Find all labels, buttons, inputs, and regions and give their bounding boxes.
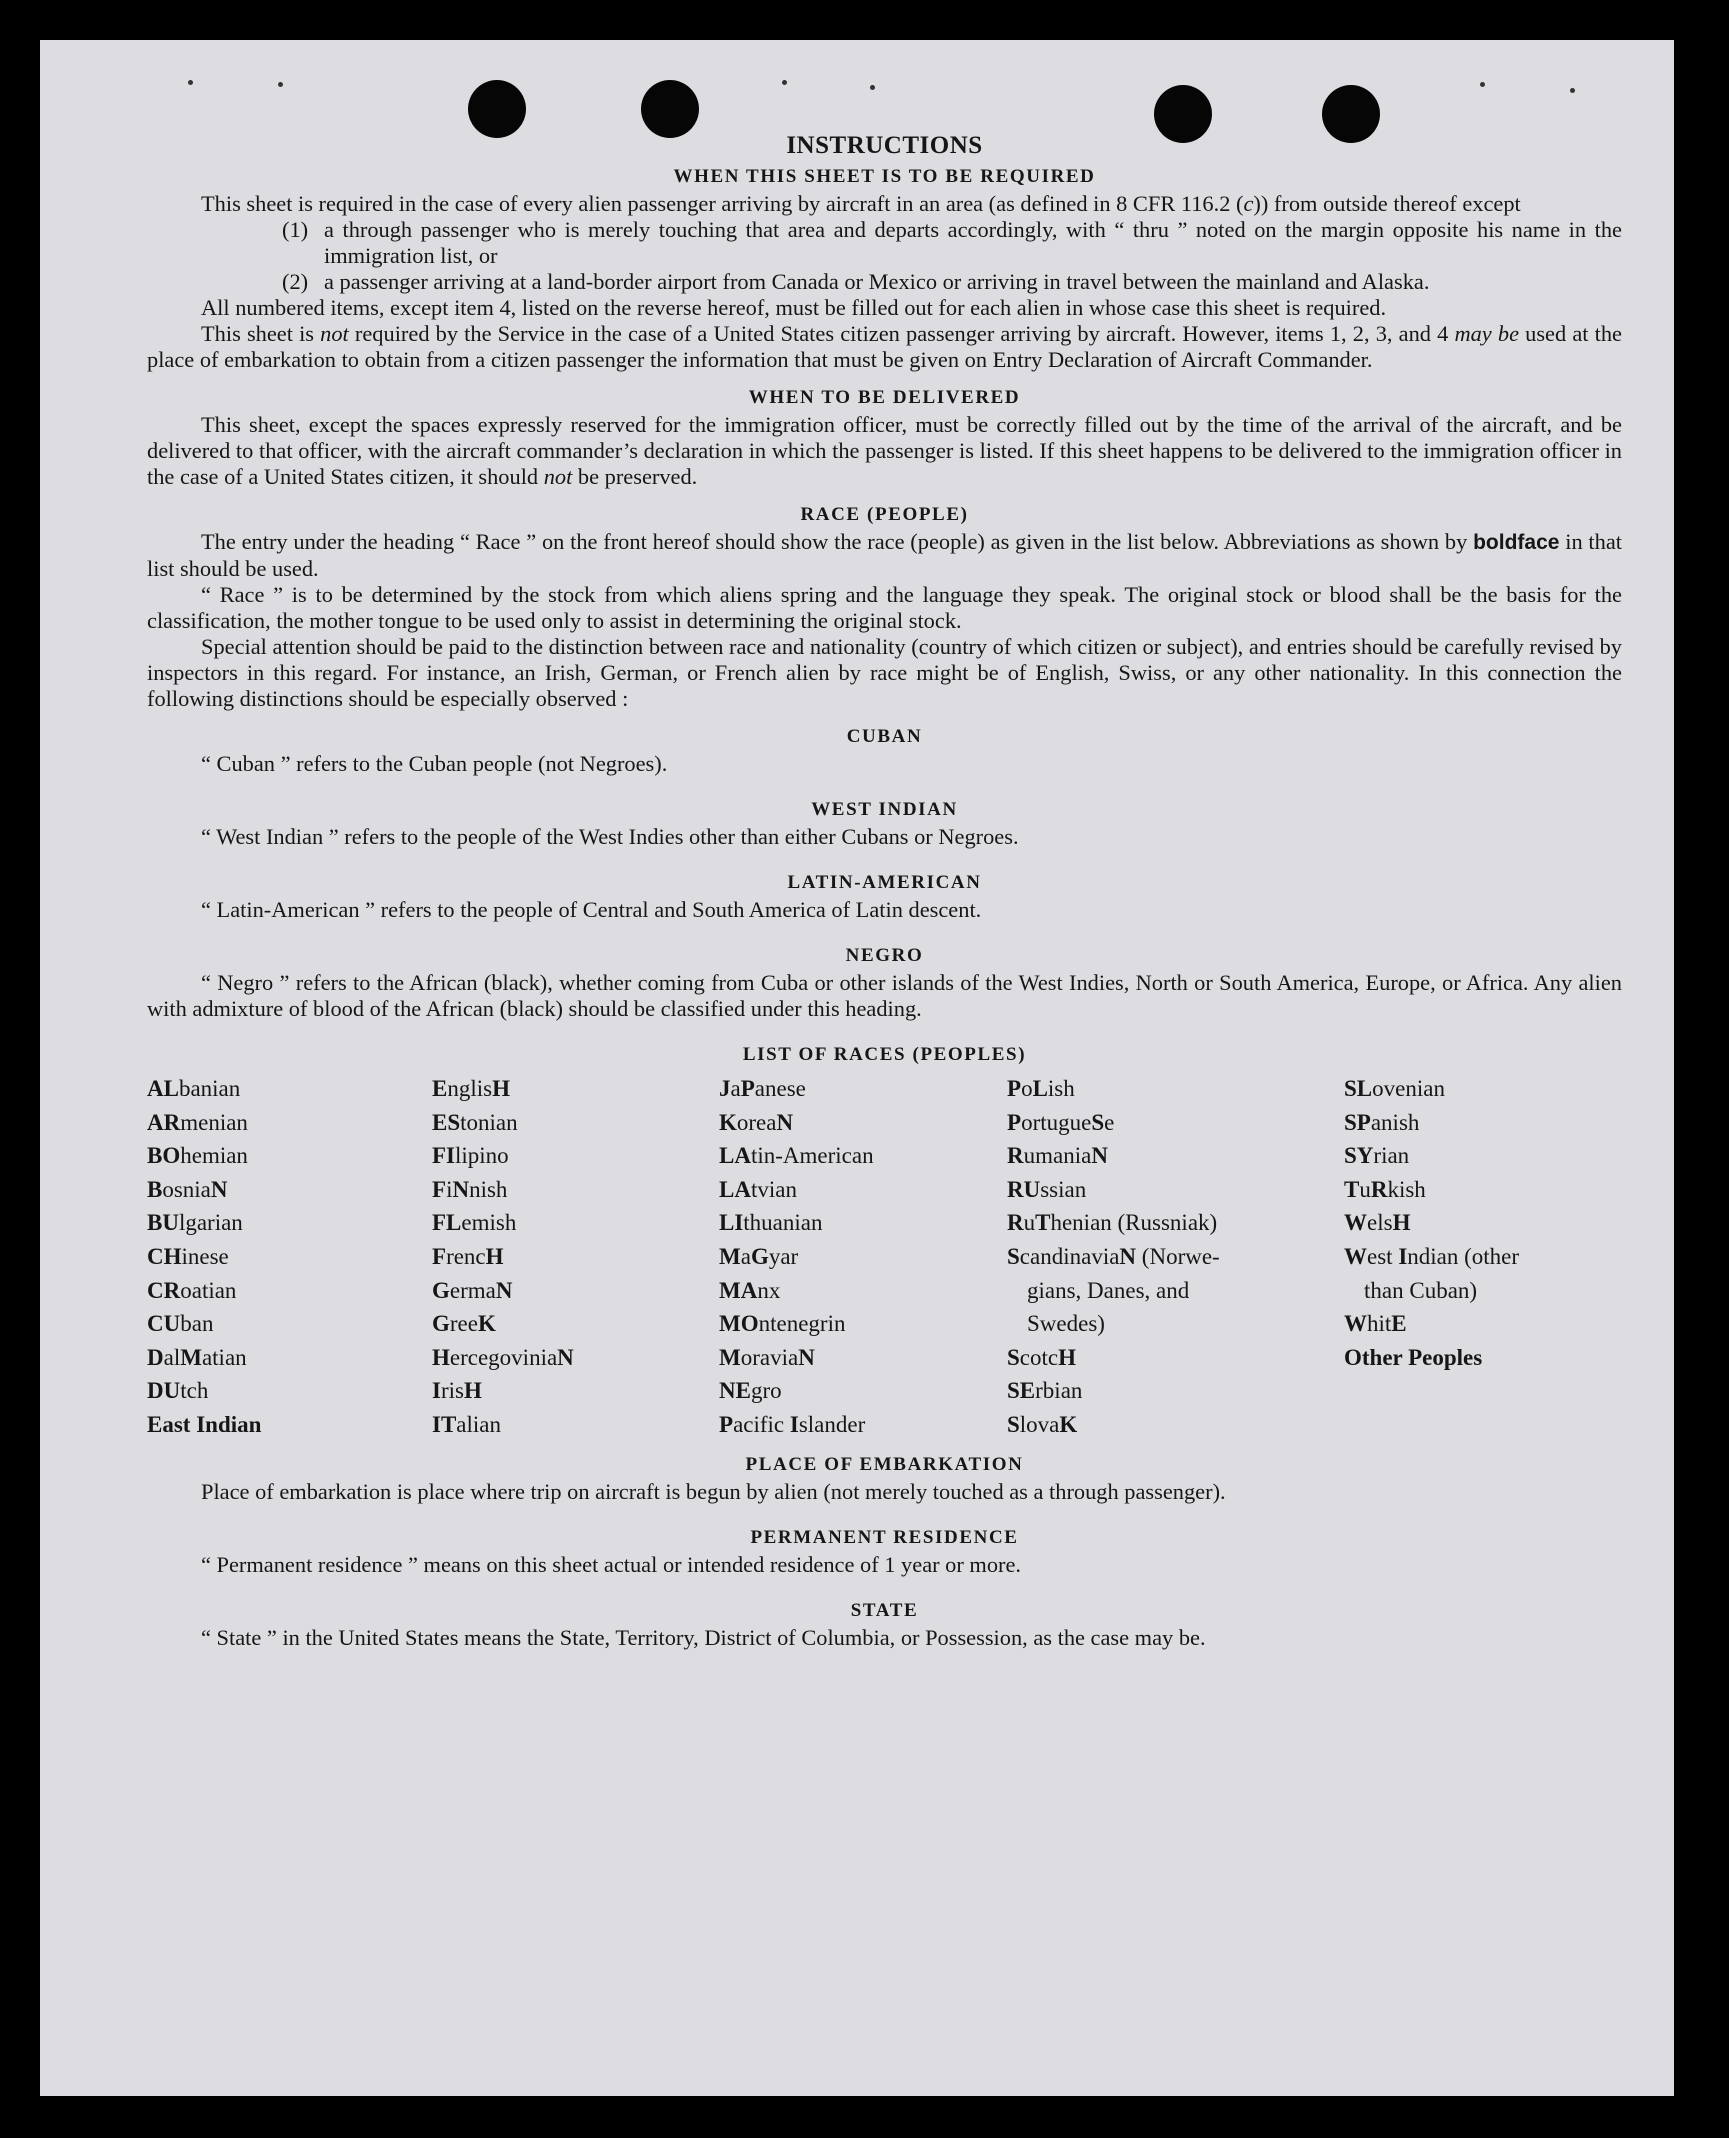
paragraph: The entry under the heading “ Race ” on the front hereof should show the race (people) as given in the list below. Abbreviations as shown by boldface in that list should be used. [147,529,1623,581]
race-column [1344,1072,1622,1442]
race-entry: KoreaN [719,1109,794,1135]
punch-hole [641,80,699,138]
race-entry: Other Peoples [1344,1344,1483,1370]
paragraph: This sheet, except the spaces expressly reserved for the immigration officer, must be correctly filled out by the time of the arrival of the aircraft, and be delivered to that officer, with the aircraft commander’s declaration in which the passenger is listed. If this sheet happens to be delivered to the immigration officer in the case of a United States citizen, it should not be preserved. [147,412,1622,489]
race-entry: than Cuban) [1364,1277,1478,1303]
paragraph: “ Cuban ” refers to the Cuban people (not Negroes). [201,751,668,776]
race-entry: BUlgarian [147,1210,243,1236]
race-entry: DalMatian [147,1344,247,1370]
race-entry: NEgro [719,1378,782,1404]
section-heading: WEST INDIAN [811,799,958,820]
race-column [1007,1072,1344,1442]
race-entry: SPanish [1344,1109,1420,1135]
race-entry: LIthuanian [719,1210,823,1236]
section-heading: CUBAN [846,726,923,747]
speck [782,80,787,85]
race-entry: Pacific Islander [719,1411,866,1437]
paragraph: Special attention should be paid to the distinction between race and nationality (country of which citizen or subject), and entries should be carefully revised by inspectors in this regard. For instance, an Irish, German, or French alien by race might be of English, Swiss, or any other nationality. In this connection the following distinctions should be especially observed : [147,634,1622,711]
race-entry: ITalian [432,1411,501,1437]
paragraph: All numbered items, except item 4, listed on the reverse hereof, must be filled out for each alien in whose case this sheet is required. [201,295,1387,320]
race-entry: JaPanese [719,1076,806,1101]
paragraph: This sheet is required in the case of every alien passenger arriving by aircraft in an area (as defined in 8 CFR 116.2 (c)) from outside thereof except [201,191,1521,216]
race-entry: SLovenian [1344,1076,1445,1101]
paragraph: “ State ” in the United States means the State, Territory, District of Columbia, or Possession, as the case may be. [201,1624,1206,1650]
speck [278,82,283,87]
section-heading: LATIN-AMERICAN [787,872,982,893]
race-entry: LAtvian [719,1176,797,1202]
race-entry: EnglisH [432,1076,510,1101]
race-entry: PortugueSe [1007,1109,1115,1135]
section-heading: WHEN TO BE DELIVERED [748,387,1021,408]
race-entry: BOhemian [147,1143,248,1169]
race-entry: SYrian [1344,1143,1410,1169]
race-entry: DUtch [147,1378,209,1404]
instructions-body [147,132,1622,1651]
race-entry: ScotcH [1007,1344,1076,1370]
race-entry: RuThenian (Russniak) [1007,1210,1218,1236]
race-entry: HercegoviniaN [432,1344,574,1370]
list-item: (1) a through passenger who is merely touching that area and departs accordingly, with “ thru ” noted on the margin opposite his name in the immigration list, or [282,217,1622,268]
race-entry: MAnx [719,1277,781,1303]
race-entry: GreeK [432,1311,496,1337]
section-heading: PLACE OF EMBARKATION [745,1453,1024,1475]
document-sheet [40,40,1674,2096]
page-title: INSTRUCTIONS [786,132,983,159]
race-entry: RUssian [1007,1176,1087,1202]
race-entry: IrisH [432,1378,482,1404]
speck [870,85,875,90]
paragraph: “ Permanent residence ” means on this sheet actual or intended residence of 1 year or more. [201,1551,1022,1577]
race-entry: West Indian (other [1344,1243,1520,1269]
race-entry: FiNnish [432,1176,508,1202]
speck [1570,88,1575,93]
section-heading: WHEN THIS SHEET IS TO BE REQUIRED [673,166,1096,187]
race-entry: FrencH [432,1243,504,1269]
race-entry: PoLish [1007,1076,1075,1101]
section-heading: NEGRO [845,945,924,966]
race-column [432,1072,719,1442]
race-entry: RumaniaN [1007,1143,1108,1169]
race-entry: BosniaN [147,1176,228,1202]
race-entry: CRoatian [147,1277,237,1303]
race-entry: GermaN [432,1277,513,1303]
race-column [147,1072,432,1442]
race-entry: gians, Danes, and [1027,1277,1190,1303]
speck [1480,82,1485,87]
section-heading: PERMANENT RESIDENCE [750,1526,1019,1548]
race-entry: WhitE [1344,1311,1407,1337]
list-item: (2) a passenger arriving at a land-border airport from Canada or Mexico or arriving in travel between the mainland and Alaska. [282,269,1430,294]
race-entry: ScandinaviaN (Norwe- [1007,1243,1220,1269]
paragraph: “ Race ” is to be determined by the stock from which aliens spring and the language they speak. The original stock or blood shall be the basis for the classification, the mother tongue to be used only to assist in determining the original stock. [147,582,1622,633]
race-entry: SErbian [1007,1378,1083,1404]
race-entry: MoraviaN [719,1344,815,1370]
speck [188,80,193,85]
race-entry: TuRkish [1344,1176,1426,1202]
paragraph: Place of embarkation is place where trip on aircraft is begun by alien (not merely touched as a through passenger). [201,1478,1226,1504]
section-heading: RACE (PEOPLE) [800,504,969,525]
race-entry: Swedes) [1027,1311,1105,1337]
race-entry: MOntenegrin [719,1311,846,1337]
race-entry: SlovaK [1007,1411,1078,1437]
race-entry: LAtin-American [719,1143,874,1169]
punch-hole [468,80,526,138]
race-entry: CUban [147,1311,214,1337]
section-heading: LIST OF RACES (PEOPLES) [742,1044,1027,1065]
paragraph: “ West Indian ” refers to the people of the West Indies other than either Cubans or Negroes. [201,824,1019,849]
race-entry: FIlipino [432,1143,509,1169]
section-heading: STATE [850,1599,919,1621]
race-entry: EStonian [432,1109,518,1135]
race-entry: ARmenian [147,1109,248,1135]
race-list [147,1072,1622,1442]
paragraph: “ Latin-American ” refers to the people of Central and South America of Latin descent. [201,897,982,922]
paragraph: “ Negro ” refers to the African (black), whether coming from Cuba or other islands of the West Indies, North or South America, Europe, or Africa. Any alien with admixture of blood of the African (black) should be classified under this heading. [147,970,1622,1021]
race-entry: East Indian [147,1411,262,1437]
race-entry: FLemish [432,1210,517,1236]
race-entry: ALbanian [147,1076,241,1101]
race-entry: MaGyar [719,1243,799,1269]
race-column [719,1072,1007,1442]
race-entry: CHinese [147,1243,229,1269]
paragraph: This sheet is not required by the Service in the case of a United States citizen passenger arriving by aircraft. However, items 1, 2, 3, and 4 may be used at the place of embarkation to obtain from a citizen passenger the information that must be given on Entry Declaration of Aircraft Commander. [147,321,1622,372]
race-entry: WelsH [1344,1210,1411,1236]
